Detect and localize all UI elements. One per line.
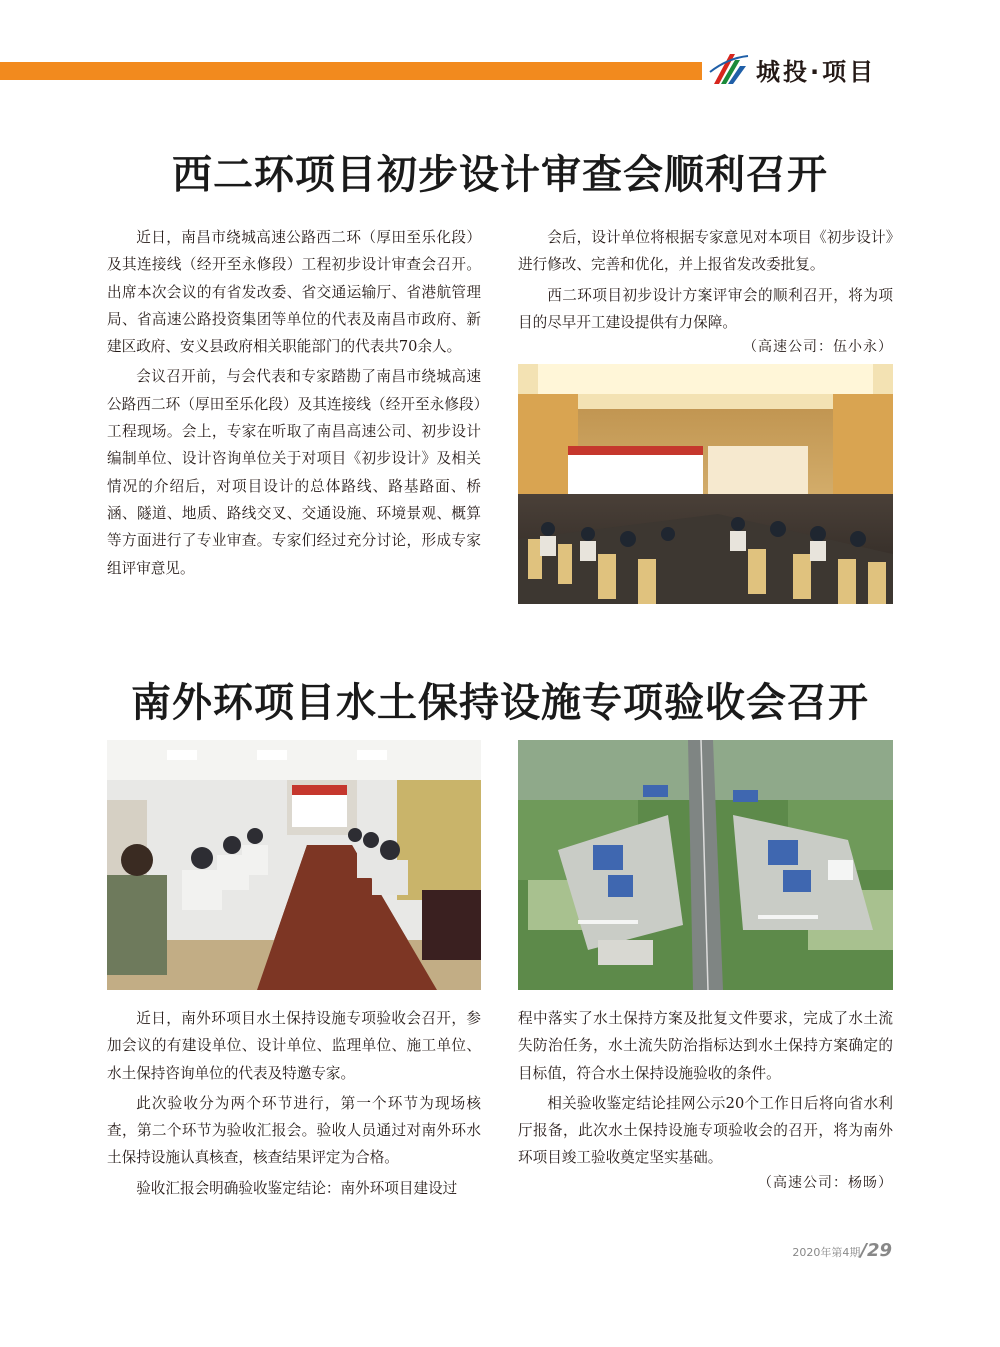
article1-paragraph: 会议召开前，与会代表和专家踏勘了南昌市绕城高速公路西二环（厚田至乐化段）及其连接线（经开至永修段）工程现场。会上，专家在听取了南昌高速公司、初步设计编制单位、设计咨询单位关于对项目《初步设计》及相关情况的介绍后，对项目设计的总体路线、路基路面、桥涵、隧道、地质、路线交叉、交通设施、环境景观、概算等方面进行了专业审查。专家们经过充分讨论，形成专家组评审意见。 <box>107 368 481 577</box>
article2-title: 南外环项目水土保持设施专项验收会召开 <box>131 680 869 726</box>
section-label: 城投·项目 <box>756 58 877 86</box>
article2-left-column <box>107 1005 481 1205</box>
article1-paragraph: 近日，南昌市绕城高速公路西二环（厚田至乐化段）及其连接线（经开至永修段）工程初步设计审查会召开。出席本次会议的有省发改委、省交通运输厅、省港航管理局、省高速公路投资集团等单位的代表及南昌市政府、新建区政府、安义县政府相关职能部门的代表共70余人。 <box>107 229 481 356</box>
article1-paragraph: 会后，设计单位将根据专家意见对本项目《初步设计》进行修改、完善和优化，并上报省发改委批复。 <box>518 229 893 274</box>
header-accent-bar <box>0 62 702 80</box>
article1-paragraph: 西二环项目初步设计方案评审会的顺利召开，将为项目的尽早开工建设提供有力保障。 <box>518 286 893 331</box>
article2-paragraph: 相关验收鉴定结论挂网公示20个工作日后将向省水利厅报备，此次水土保持设施专项验收会的召开，将为南外环项目竣工验收奠定坚实基础。 <box>518 1094 893 1167</box>
article2-byline: （高速公司：杨旸） <box>758 1175 893 1191</box>
page-number: /29 <box>860 1240 892 1261</box>
article2-paragraph: 此次验收分为两个环节进行，第一个环节为现场核查，第二个环节为验收汇报会。验收人员通过对南外环水土保持设施认真核查，核查结果评定为合格。 <box>107 1094 481 1167</box>
article1-title: 西二环项目初步设计审查会顺利召开 <box>172 152 828 198</box>
article2-right-column <box>518 1005 893 1175</box>
article1-byline: （高速公司：伍小永） <box>743 339 893 355</box>
article1-right-column <box>518 224 893 339</box>
article2-paragraph-continued: 程中落实了水土保持方案及批复文件要求，完成了水土流失防治任务，水土流失防治指标达到水土保持方案确定的目标值，符合水土保持设施验收的条件。 <box>518 1010 893 1082</box>
conference-hall-photo-icon <box>518 364 893 604</box>
page-footer <box>792 1240 892 1261</box>
aerial-service-area-photo-icon <box>518 740 893 990</box>
meeting-room-photo-icon <box>107 740 481 990</box>
article1-left-column <box>107 224 481 585</box>
chengtou-logo-icon <box>708 48 750 90</box>
article2-paragraph: 近日，南外环项目水土保持设施专项验收会召开，参加会议的有建设单位、设计单位、监理单位、施工单位、水土保持咨询单位的代表及特邀专家。 <box>107 1010 481 1082</box>
article2-paragraph: 验收汇报会明确验收鉴定结论：南外环项目建设过 <box>136 1179 458 1197</box>
issue-label: 2020年第4期 <box>792 1246 861 1259</box>
